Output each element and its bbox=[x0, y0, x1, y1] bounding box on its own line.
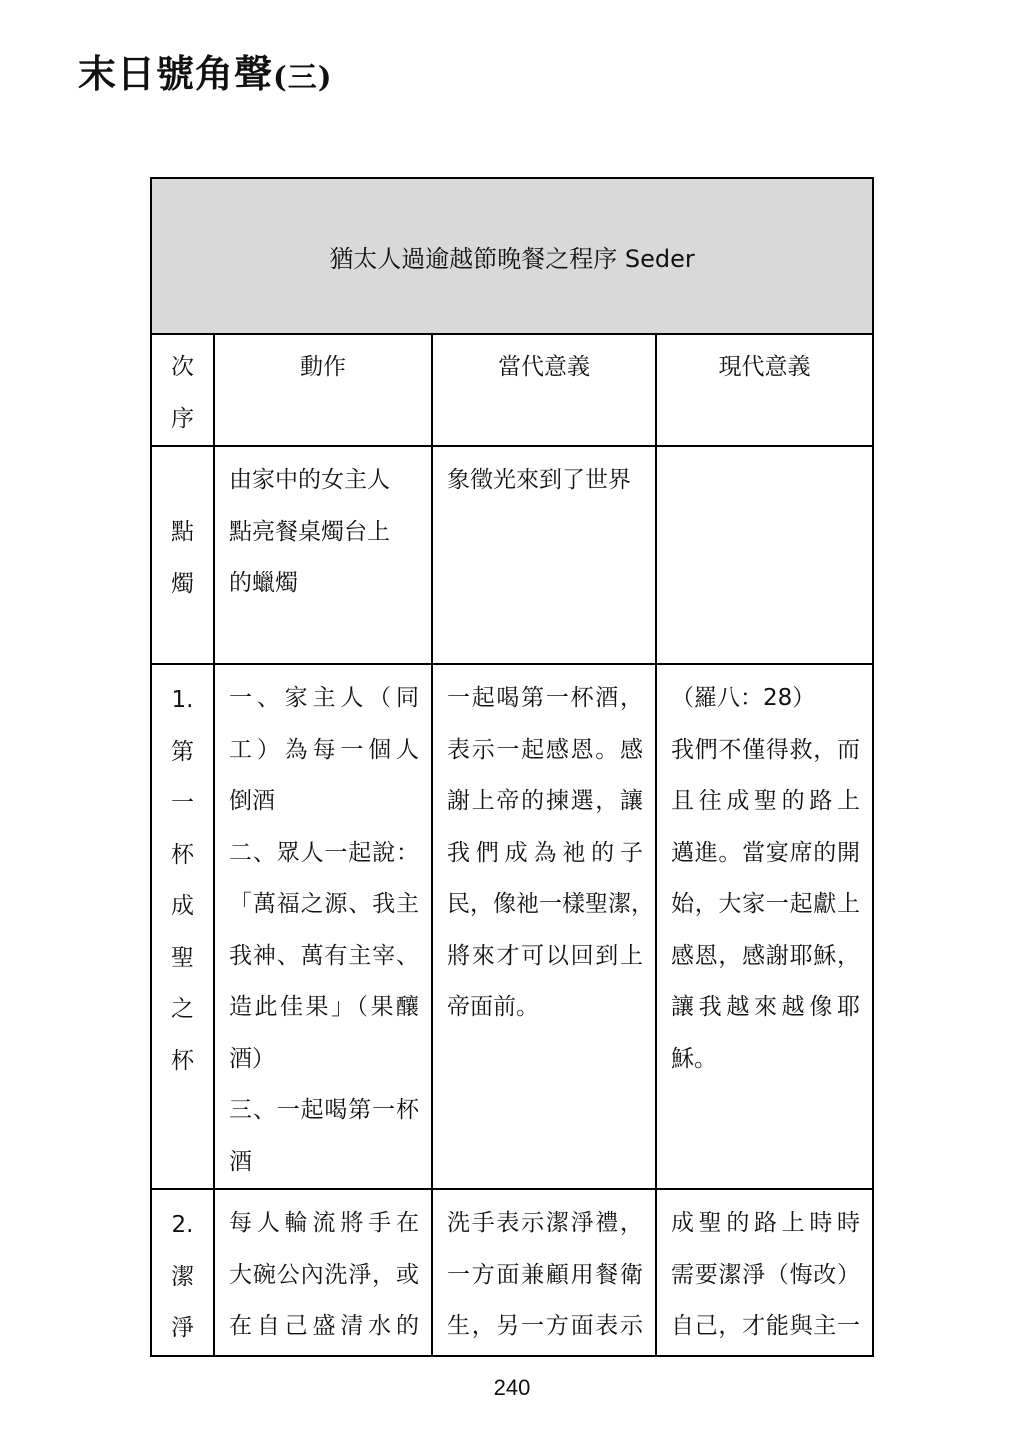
action-cell bbox=[214, 446, 432, 664]
order-char: 潔 bbox=[171, 1263, 194, 1290]
meaning-line: 需要潔淨（悔改） bbox=[671, 1261, 860, 1288]
table-header-row bbox=[151, 334, 873, 446]
action-cell bbox=[214, 664, 432, 1189]
modern-meaning-cell bbox=[656, 664, 873, 1189]
header-contemporary-meaning: 當代意義 bbox=[432, 334, 656, 446]
order-char: 成 bbox=[171, 893, 194, 919]
order-char: 聖 bbox=[171, 944, 194, 971]
order-cell bbox=[151, 1189, 214, 1356]
action-line: 三、一起喝第一杯 bbox=[229, 1097, 419, 1123]
volume-label: (三) bbox=[273, 60, 333, 94]
action-line: 的蠟燭 bbox=[229, 570, 298, 596]
meaning-line: 我們不僅得救，而 bbox=[671, 736, 860, 763]
seder-table bbox=[150, 177, 874, 1357]
order-cell bbox=[151, 664, 214, 1189]
meaning-line: 帝面前。 bbox=[447, 994, 539, 1020]
header-modern-meaning: 現代意義 bbox=[656, 334, 873, 446]
order-char: 1. bbox=[171, 687, 194, 713]
meaning-line: 一起喝第一杯酒， bbox=[447, 685, 643, 711]
action-line: 大碗公內洗淨，或 bbox=[229, 1261, 419, 1288]
order-cell bbox=[151, 446, 214, 664]
action-line: 點亮餐桌燭台上 bbox=[229, 518, 390, 545]
header-action: 動作 bbox=[214, 334, 432, 446]
meaning-line: 邁進。當宴席的開 bbox=[671, 839, 860, 866]
order-char: 燭 bbox=[171, 570, 194, 597]
meaning-line: （羅八：28） bbox=[671, 685, 816, 711]
contemporary-meaning-cell bbox=[432, 1189, 656, 1356]
order-char: 2. bbox=[171, 1212, 194, 1238]
order-char: 點 bbox=[171, 519, 194, 545]
meaning-line: 民，像祂一樣聖潔， bbox=[447, 891, 654, 917]
page-number: 240 bbox=[493, 1375, 531, 1400]
action-line: 工）為每一個人 bbox=[229, 736, 419, 763]
meaning-line: 象徵光來到了世界 bbox=[447, 467, 631, 493]
action-line: 在自己盛清水的 bbox=[229, 1313, 419, 1339]
meaning-line: 一方面兼顧用餐衛 bbox=[447, 1261, 643, 1288]
meaning-line: 表示一起感恩。感 bbox=[447, 736, 643, 763]
meaning-line: 洗手表示潔淨禮， bbox=[447, 1210, 643, 1236]
meaning-line: 穌。 bbox=[671, 1045, 717, 1072]
order-char: 杯 bbox=[171, 1047, 194, 1074]
header-order-line: 次 bbox=[171, 354, 194, 380]
action-line: 造此佳果」（果釀 bbox=[229, 994, 419, 1020]
modern-meaning-cell bbox=[656, 446, 873, 664]
meaning-line: 讓我越來越像耶 bbox=[671, 994, 860, 1020]
meaning-line: 謝上帝的揀選，讓 bbox=[447, 788, 643, 814]
action-line: 由家中的女主人 bbox=[229, 467, 390, 493]
order-char: 之 bbox=[171, 996, 194, 1022]
action-line: 酒 bbox=[229, 1148, 252, 1175]
order-char: 杯 bbox=[171, 841, 194, 868]
header-order-line: 序 bbox=[171, 406, 194, 432]
action-line: 我神、萬有主宰、 bbox=[229, 942, 419, 969]
action-line: 二、眾人一起說： bbox=[229, 839, 419, 866]
order-char: 淨 bbox=[171, 1315, 194, 1341]
action-line: 一、家主人（同 bbox=[229, 685, 419, 711]
meaning-line: 生，另一方面表示 bbox=[447, 1313, 643, 1339]
action-line: 酒） bbox=[229, 1045, 275, 1072]
meaning-line: 感恩，感謝耶穌， bbox=[671, 942, 860, 969]
series-title: 末日號角聲 bbox=[78, 51, 274, 96]
meaning-line: 將來才可以回到上 bbox=[447, 942, 643, 969]
meaning-line: 始，大家一起獻上 bbox=[671, 891, 860, 917]
contemporary-meaning-cell bbox=[432, 664, 656, 1189]
action-line: 「萬福之源、我主 bbox=[229, 891, 419, 917]
page-header-title bbox=[78, 48, 332, 103]
table-row bbox=[151, 664, 873, 1189]
table-row bbox=[151, 446, 873, 664]
order-char: 一 bbox=[171, 790, 194, 816]
meaning-line: 且往成聖的路上 bbox=[671, 788, 860, 814]
contemporary-meaning-cell bbox=[432, 446, 656, 664]
table-row bbox=[151, 1189, 873, 1356]
table-caption: 猶太人過逾越節晚餐之程序 Seder bbox=[151, 178, 873, 334]
meaning-line: 自己，才能與主一 bbox=[671, 1313, 860, 1339]
action-cell bbox=[214, 1189, 432, 1356]
modern-meaning-cell bbox=[656, 1189, 873, 1356]
header-order bbox=[151, 334, 214, 446]
action-line: 倒酒 bbox=[229, 788, 275, 814]
meaning-line: 成聖的路上時時 bbox=[671, 1210, 860, 1236]
order-char: 第 bbox=[171, 738, 194, 765]
action-line: 每人輪流將手在 bbox=[229, 1210, 419, 1236]
meaning-line: 我們成為祂的子 bbox=[447, 839, 643, 866]
